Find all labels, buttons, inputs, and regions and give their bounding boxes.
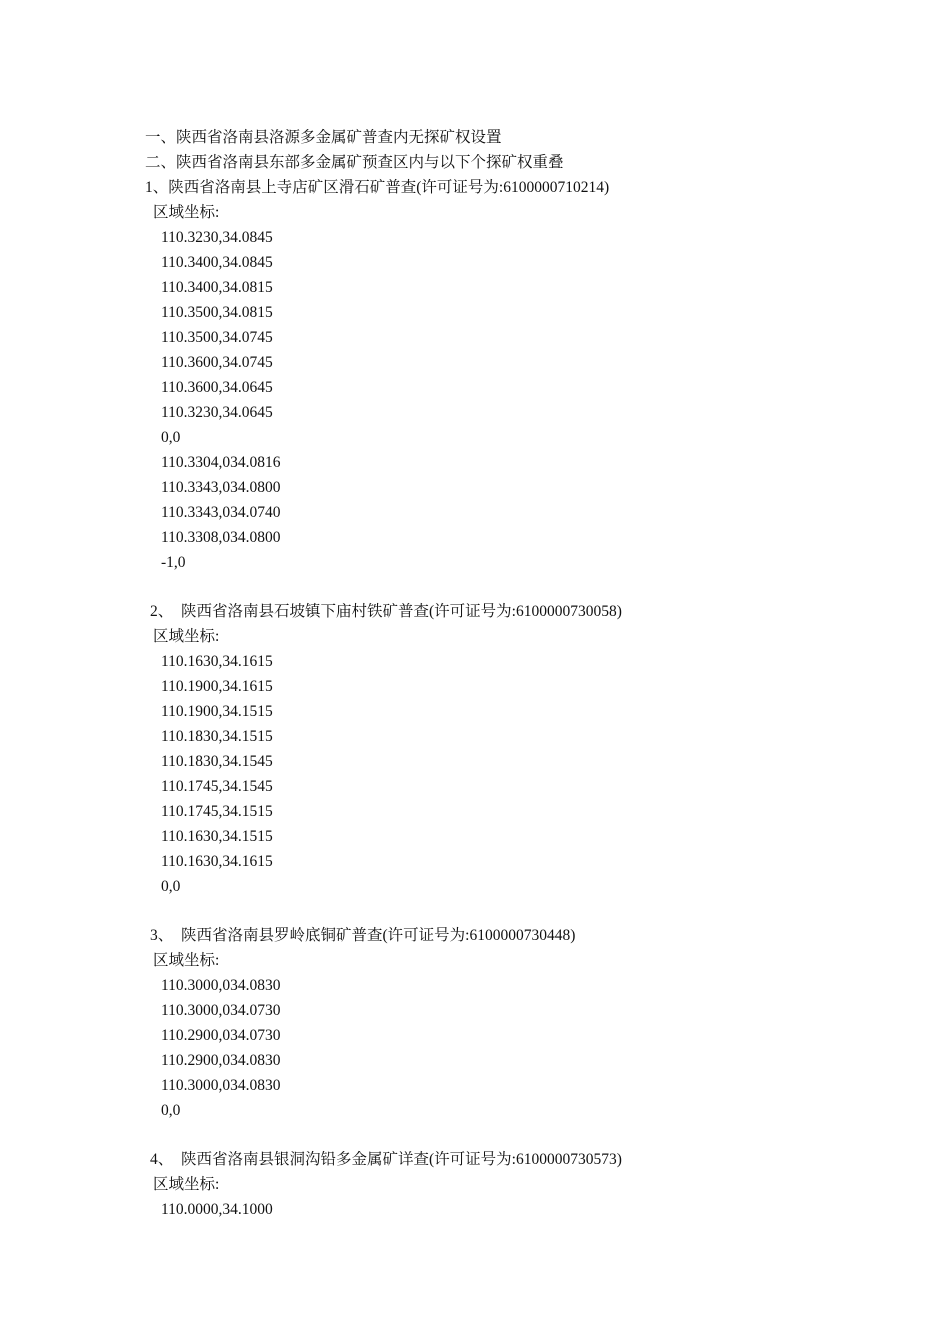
section-2-label: 区域坐标: <box>153 628 220 645</box>
coord-line: 110.1745,34.1515 <box>161 803 273 820</box>
section-1-label: 区域坐标: <box>153 204 220 221</box>
coord-line: 0,0 <box>161 1102 181 1119</box>
section-4-title: 4、 陕西省洛南县银洞沟铅多金属矿详查(许可证号为:6100000730573) <box>150 1151 622 1168</box>
section-4-label: 区域坐标: <box>153 1176 220 1193</box>
section-3-title: 3、 陕西省洛南县罗岭底铜矿普查(许可证号为:6100000730448) <box>150 927 576 944</box>
coord-line: 110.2900,034.0730 <box>161 1027 281 1044</box>
coord-line: 110.3400,34.0845 <box>161 254 273 271</box>
coord-line: 110.3500,34.0745 <box>161 329 273 346</box>
coord-line: 110.3000,034.0730 <box>161 1002 281 1019</box>
coord-line: 110.3343,034.0740 <box>161 504 281 521</box>
coord-line: 0,0 <box>161 878 181 895</box>
coord-line: 110.3000,034.0830 <box>161 977 281 994</box>
coord-line: 110.0000,34.1000 <box>161 1201 273 1218</box>
coord-line: -1,0 <box>161 554 186 571</box>
coord-line: 110.3600,34.0645 <box>161 379 273 396</box>
coord-line: 110.3400,34.0815 <box>161 279 273 296</box>
section-2-title: 2、 陕西省洛南县石坡镇下庙村铁矿普查(许可证号为:6100000730058) <box>150 603 622 620</box>
coord-line: 110.1900,34.1615 <box>161 678 273 695</box>
coord-line: 110.3230,34.0845 <box>161 229 273 246</box>
section-1-title: 1、陕西省洛南县上寺店矿区滑石矿普查(许可证号为:6100000710214) <box>145 179 610 196</box>
coord-line: 110.1630,34.1515 <box>161 828 273 845</box>
coord-line: 110.3000,034.0830 <box>161 1077 281 1094</box>
coord-line: 110.3500,34.0815 <box>161 304 273 321</box>
coord-line: 110.3308,034.0800 <box>161 529 281 546</box>
heading-1: 一、陕西省洛南县洛源多金属矿普查内无探矿权设置 <box>145 129 502 146</box>
heading-2: 二、陕西省洛南县东部多金属矿预查区内与以下个探矿权重叠 <box>145 154 564 171</box>
coord-line: 110.3304,034.0816 <box>161 454 281 471</box>
coord-line: 110.1630,34.1615 <box>161 653 273 670</box>
coord-line: 110.1630,34.1615 <box>161 853 273 870</box>
coord-line: 110.1900,34.1515 <box>161 703 273 720</box>
coord-line: 110.1830,34.1515 <box>161 728 273 745</box>
coord-line: 110.3230,34.0645 <box>161 404 273 421</box>
coord-line: 110.1830,34.1545 <box>161 753 273 770</box>
section-3-label: 区域坐标: <box>153 952 220 969</box>
coord-line: 0,0 <box>161 429 181 446</box>
coord-line: 110.3343,034.0800 <box>161 479 281 496</box>
coord-line: 110.2900,034.0830 <box>161 1052 281 1069</box>
coord-line: 110.3600,34.0745 <box>161 354 273 371</box>
coord-line: 110.1745,34.1545 <box>161 778 273 795</box>
